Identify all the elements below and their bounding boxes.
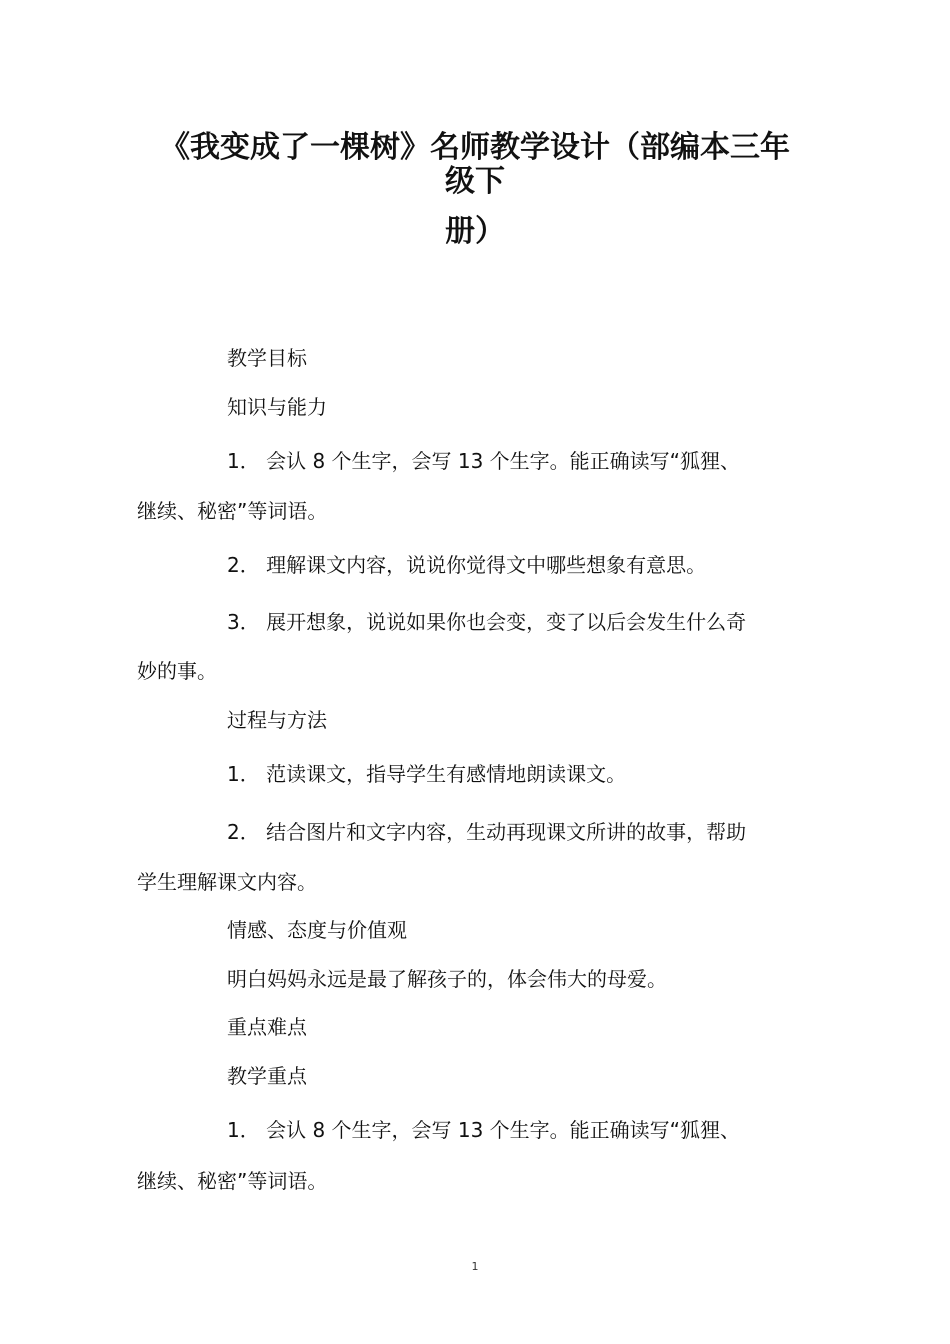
document-title-line-2: 级下	[445, 164, 505, 199]
paragraph-line: 妙的事。	[137, 659, 217, 683]
paragraph-line: 1． 会认 8 个生字，会写 13 个生字。能正确读写“狐狸、	[227, 1118, 741, 1142]
paragraph-line: 学生理解课文内容。	[137, 870, 317, 894]
subheading-teaching-focus: 教学重点	[227, 1064, 307, 1088]
subheading-knowledge-ability: 知识与能力	[227, 395, 327, 419]
heading-teaching-objectives: 教学目标	[227, 346, 307, 370]
document-title-line-1: 《我变成了一棵树》名师教学设计（部编本三年	[160, 130, 790, 165]
paragraph-line: 1． 范读课文，指导学生有感情地朗读课文。	[227, 762, 627, 786]
paragraph-line: 明白妈妈永远是最了解孩子的，体会伟大的母爱。	[227, 967, 667, 991]
heading-key-difficulties: 重点难点	[227, 1015, 307, 1039]
paragraph-line: 2． 理解课文内容，说说你觉得文中哪些想象有意思。	[227, 553, 707, 577]
page-number: 1	[471, 1260, 479, 1273]
paragraph-line: 继续、秘密”等词语。	[137, 1169, 328, 1193]
paragraph-line: 2． 结合图片和文字内容，生动再现课文所讲的故事，帮助	[227, 820, 747, 844]
paragraph-line: 1． 会认 8 个生字，会写 13 个生字。能正确读写“狐狸、	[227, 449, 741, 473]
document-title-line-3: 册）	[445, 214, 505, 249]
paragraph-line: 3． 展开想象，说说如果你也会变，变了以后会发生什么奇	[227, 610, 747, 634]
subheading-emotion-values: 情感、态度与价值观	[227, 918, 407, 942]
subheading-process-method: 过程与方法	[227, 708, 327, 732]
paragraph-line: 继续、秘密”等词语。	[137, 499, 328, 523]
